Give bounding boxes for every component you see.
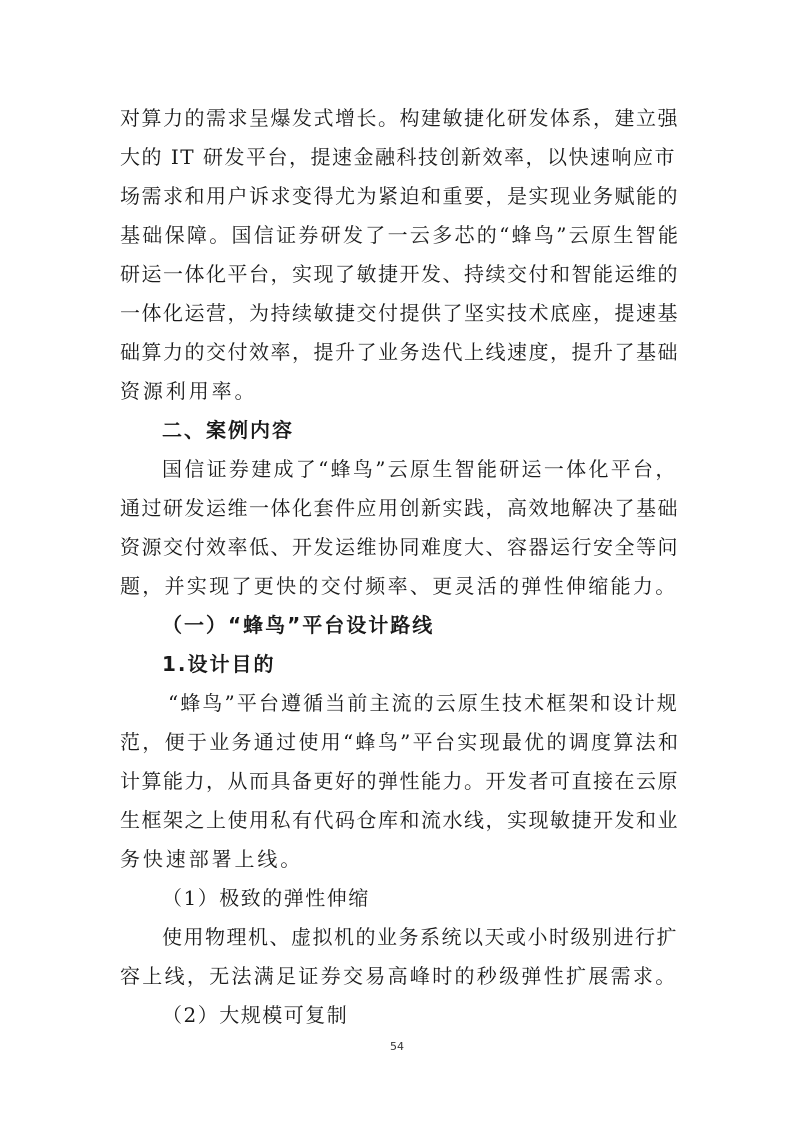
text-line: 容上线，无法满足证券交易高峰时的秒级弹性扩展需求。 xyxy=(120,964,678,988)
text-line: 使用物理机、虚拟机的业务系统以天或小时级别进行扩 xyxy=(162,925,678,949)
text-line: “蜂鸟”平台遵循当前主流的云原生技术框架和设计规 xyxy=(168,691,679,715)
page-number: 54 xyxy=(390,1040,404,1053)
point-title: （1）极致的弹性伸缩 xyxy=(162,886,370,910)
text-line: 础算力的交付效率，提升了业务迭代上线速度，提升了基础 xyxy=(120,340,679,364)
section-heading: 二、案例内容 xyxy=(162,418,294,442)
text-line: 对算力的需求呈爆发式增长。构建敏捷化研发体系，建立强 xyxy=(120,106,679,130)
text-line: 计算能力，从而具备更好的弹性能力。开发者可直接在云原 xyxy=(120,769,679,793)
text-line: 通过研发运维一体化套件应用创新实践，高效地解决了基础 xyxy=(120,496,679,520)
text-line: 基础保障。国信证券研发了一云多芯的“蜂鸟”云原生智能 xyxy=(120,223,681,247)
text-line: 生框架之上使用私有代码仓库和流水线，实现敏捷开发和业 xyxy=(120,808,679,832)
text-line: 资源交付效率低、开发运维协同难度大、容器运行安全等问 xyxy=(120,535,679,559)
text-line: 国信证券建成了“蜂鸟”云原生智能研运一体化平台， xyxy=(162,457,678,481)
text-line: 场需求和用户诉求变得尤为紧迫和重要，是实现业务赋能的 xyxy=(120,184,679,208)
text-line: 务快速部署上线。 xyxy=(120,847,304,871)
point-title: （2）大规模可复制 xyxy=(162,1003,349,1027)
subsection-heading: （一）“蜂鸟”平台设计路线 xyxy=(162,613,435,637)
text-line: 一体化运营，为持续敏捷交付提供了坚实技术底座，提速基 xyxy=(120,301,679,325)
text-line: 题，并实现了更快的交付频率、更灵活的弹性伸缩能力。 xyxy=(120,574,678,598)
text-line: 大的 IT 研发平台，提速金融科技创新效率，以快速响应市 xyxy=(120,145,676,169)
text-line: 范，便于业务通过使用“蜂鸟”平台实现最优的调度算法和 xyxy=(120,730,681,754)
text-line: 资源利用率。 xyxy=(120,379,258,403)
item-heading: 1.设计目的 xyxy=(162,652,276,676)
text-line: 研运一体化平台，实现了敏捷开发、持续交付和智能运维的 xyxy=(120,262,679,286)
